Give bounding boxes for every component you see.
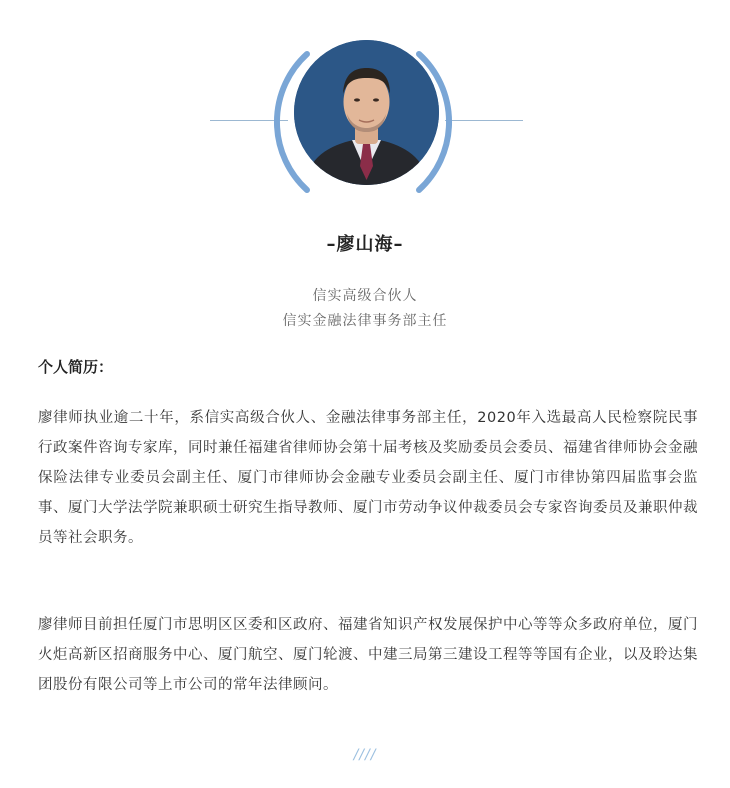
bio-paragraph-1: 廖律师执业逾二十年，系信实高级合伙人、金融法律事务部主任，2020年入选最高人民检察院民事行政案件咨询专家库，同时兼任福建省律师协会第十届考核及奖励委员会委员、福建省律师协会金融保险法律专业委员会副主任、厦门市律师协会金融专业委员会副主任、厦门市律协第四届监事会监事、厦门大学法学院兼职硕士研究生指导教师、厦门市劳动争议仲裁委员会专家咨询委员及兼职仲裁员等社会职务。 — [38, 410, 698, 546]
lawyer-name: –廖山海– — [326, 234, 404, 255]
title-line-1: 信实高级合伙人 — [312, 288, 418, 304]
bio-paragraph-2: 廖律师目前担任厦门市思明区区委和区政府、福建省知识产权发展保护中心等等众多政府单位，厦门火炬高新区招商服务中心、厦门航空、厦门轮渡、中建三局第三建设工程等等国有企业，以及聆达集团股份有限公司等上市公司的常年法律顾问。 — [38, 617, 698, 693]
footer-slash-mark: //// — [353, 747, 377, 763]
bio-heading: 个人简历： — [38, 358, 114, 376]
title-line-2: 信实金融法律事务部主任 — [282, 313, 448, 329]
lawyer-titles — [0, 284, 730, 334]
portrait-photo — [294, 40, 439, 185]
portrait-block — [0, 0, 730, 230]
